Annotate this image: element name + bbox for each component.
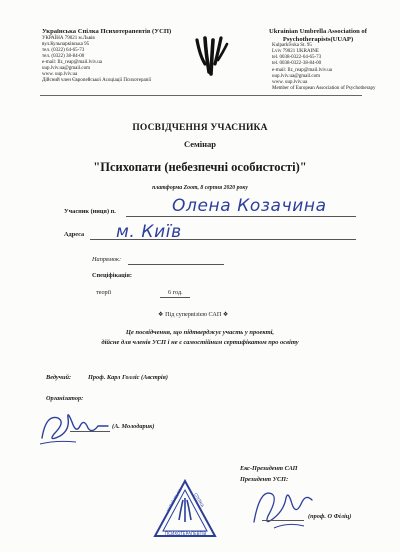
- phone-line: tel. 0038-0322-64-65-73: [272, 55, 322, 61]
- association-logo-icon: [191, 34, 231, 78]
- address-value: м. Київ: [116, 222, 182, 242]
- email-line: e-mail: Ilz_reap@mail.lviv.ua: [272, 67, 332, 73]
- note-line: дійсне для членів УСП і не є самостійним сертифікатом про освіту: [101, 339, 299, 346]
- svg-text:ПСИХОТЕРАПЕВТІВ: ПСИХОТЕРАПЕВТІВ: [165, 531, 207, 536]
- signatory-title-2: Президент УСП:: [240, 476, 289, 483]
- event-type: Семінар: [183, 139, 217, 149]
- certificate-title: ПОСВІДЧЕННЯ УЧАСНИКА: [132, 123, 268, 133]
- organizer-line: [70, 431, 110, 432]
- leader-label: Ведучий:: [46, 374, 72, 381]
- event-name: "Психопати (небезпечні особистості)": [93, 160, 307, 174]
- website-line: www. uup.lviv.ua: [42, 72, 78, 78]
- theory-line: [160, 297, 190, 298]
- note-line: Це посвідчення, що підтверджує участь у проекті,: [125, 329, 275, 336]
- membership-line: Дійсний член Європейської Асоціації Психотерапії: [42, 78, 152, 84]
- leader-name: Проф. Карл Голліс (Австрія): [88, 374, 168, 381]
- header-divider: [40, 95, 362, 96]
- president-name: (проф. О Філіц): [308, 513, 352, 520]
- phone-line: tel. 0038-0322-38-84-00: [272, 61, 322, 67]
- phone-line: тел. (0322) 64-65-73: [42, 47, 85, 53]
- email-line: e-mail: Ilz_reap@mail.lviv.ua: [42, 59, 102, 65]
- phone-line: тел. (0322) 38-84-00: [42, 53, 85, 59]
- organizer-name: (А. Молодарик): [112, 423, 155, 430]
- address-line: Lviv 79021 UKRAINE: [272, 49, 319, 55]
- theory-label: теорії: [96, 289, 112, 296]
- direction-line: [128, 264, 224, 265]
- email-line: uup.lviv.ua@gmail.com: [272, 73, 321, 79]
- event-details: платформа Zoom, 8 серпня 2020 року: [152, 185, 248, 191]
- diamond-icon: ❖: [158, 311, 164, 318]
- specialization-label: Спеціфікація:: [92, 272, 133, 279]
- participant-label: Учасник (ниця) п.: [64, 208, 116, 215]
- address-label: Адреса: [64, 231, 85, 238]
- org-name-en: Ukrainian Umbrella Association of Psychotherapists(UUAP): [269, 28, 367, 43]
- signatory-title-1: Екс-Президент САП: [240, 465, 298, 472]
- membership-line: Member of European Association of Psychotherapy: [272, 85, 376, 91]
- theory-hours: 6 год.: [168, 289, 183, 296]
- supervision-text: ❖ Під супервізією САП ❖: [158, 311, 229, 318]
- participant-line: [126, 216, 356, 217]
- participant-name: Олена Козачина: [172, 196, 327, 216]
- association-stamp-icon: [152, 478, 218, 540]
- direction-label: Напрямок:: [92, 256, 122, 263]
- header-left: [42, 28, 182, 84]
- website-line: www. uup.lviv.ua: [272, 79, 308, 85]
- header-right: [252, 28, 384, 92]
- address-line: УКРАЇНА 79021 м.Львів: [42, 35, 95, 41]
- organizer-label: Організатор:: [46, 395, 84, 402]
- svg-text:УКРАЇНСЬКА: УКРАЇНСЬКА: [165, 487, 183, 513]
- svg-text:СПІЛКА: СПІЛКА: [193, 492, 206, 508]
- diamond-icon: ❖: [222, 311, 229, 318]
- email-line: uup.lviv.ua@gmail.com: [42, 66, 91, 72]
- address-line: Kulparkivska St. 95: [272, 43, 312, 49]
- org-name-ua: Українська Спілка Психотерапевтів (УСП): [42, 28, 172, 35]
- president-line: [262, 520, 304, 521]
- president-signature-icon: [244, 482, 318, 532]
- address-line: вул.Кульпарківська 95: [42, 41, 90, 47]
- organizer-signature-icon: [36, 404, 116, 450]
